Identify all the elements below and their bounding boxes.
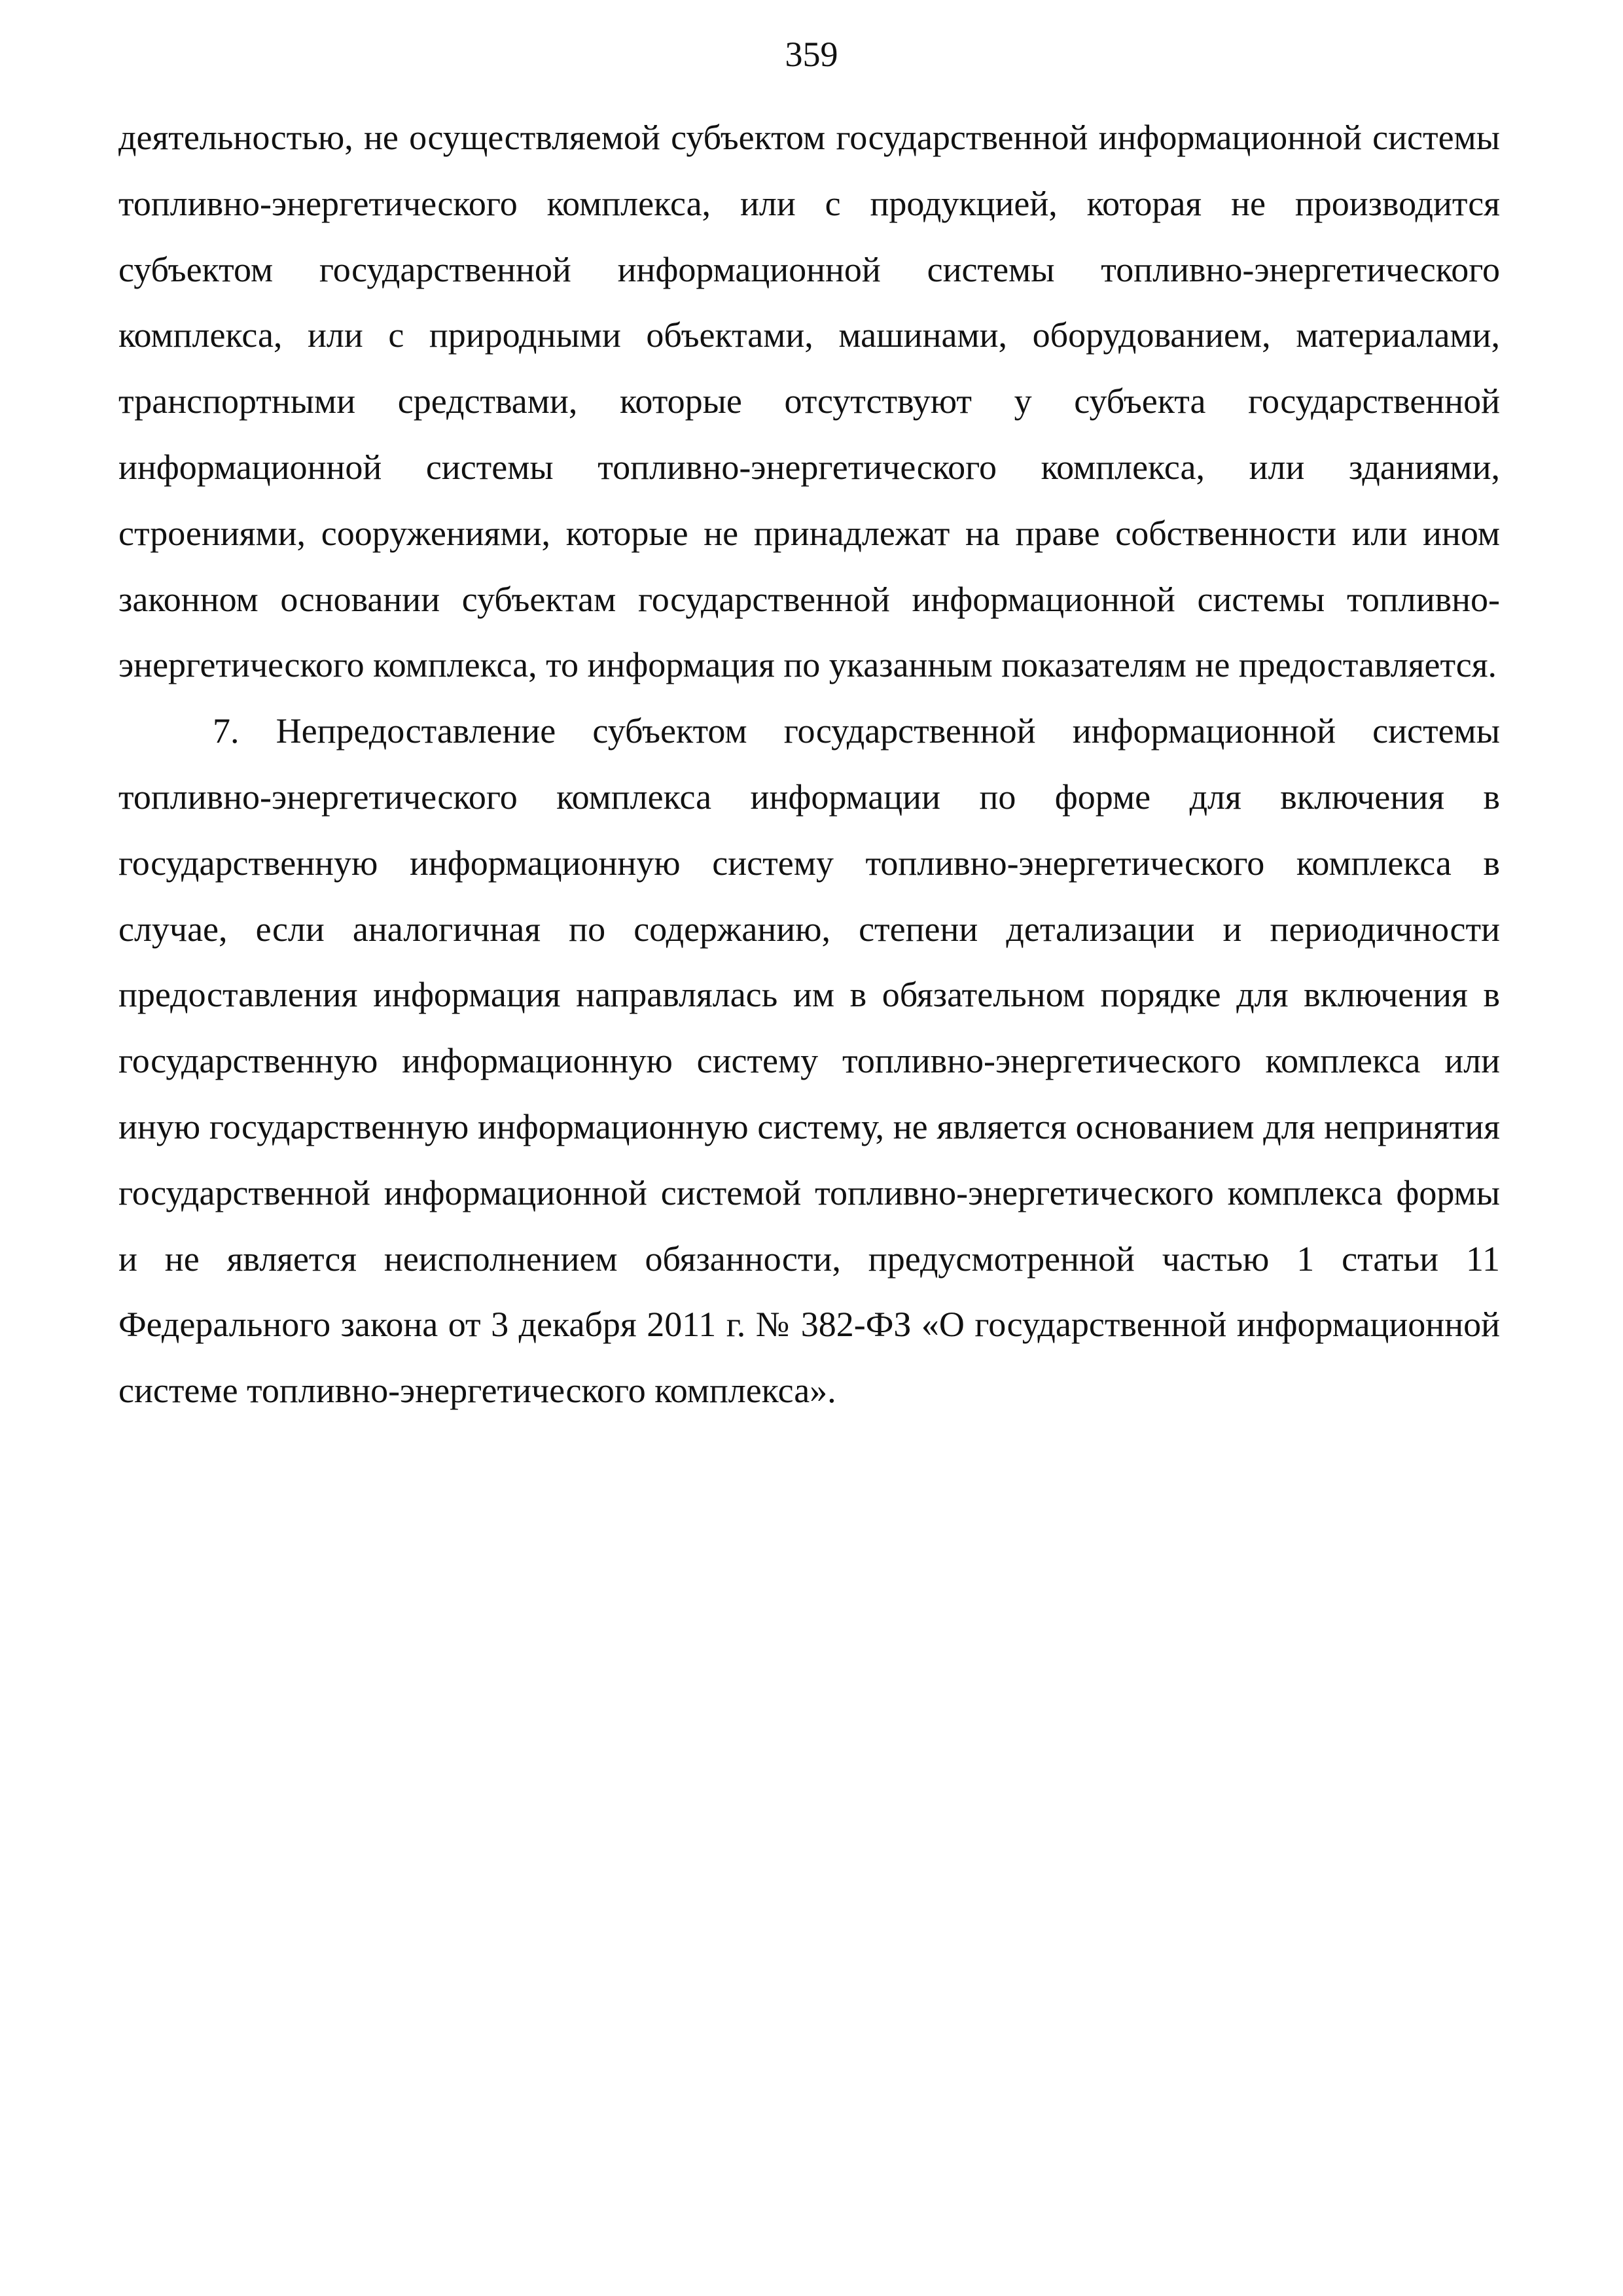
paragraph-item-7: 7. Непредоставление субъектом государственной информационной системы топливно-энергетического комплекса информации по форме для включения в государственную информационную систему топливно-энергетического комплекса в случае, если аналогичная по содержанию, степени детализации и периодичности предоставления информация направлялась им в обязательном порядке для включения в государственную информационную систему топливно-энергетического комплекса или иную государственную информационную систему, не является основанием для непринятия государственной информационной системой топливно-энергетического комплекса формы и не является неисполнением обязанности, предусмотренной частью 1 статьи 11 Федерального закона от 3 декабря 2011 г. № 382-ФЗ «О государственной информационной системе топливно-энергетического комплекса». xyxy=(118,711,1500,1411)
page-number: 359 xyxy=(785,35,838,74)
document-body xyxy=(118,105,1500,1424)
paragraph-continuation: деятельностью, не осуществляемой субъектом государственной информационной системы топливно-энергетического комплекса, или с продукцией, которая не производится субъектом государственной информационной системы топливно-энергетического комплекса, или с природными объектами, машинами, оборудованием, материалами, транспортными средствами, которые отсутствуют у субъекта государственной информационной системы топливно-энергетического комплекса, или зданиями, строениями, сооружениями, которые не принадлежат на праве собственности или ином законном основании субъектам государственной информационной системы топливно-энергетического комплекса, то информация по указанным показателям не предоставляется. xyxy=(118,118,1500,685)
